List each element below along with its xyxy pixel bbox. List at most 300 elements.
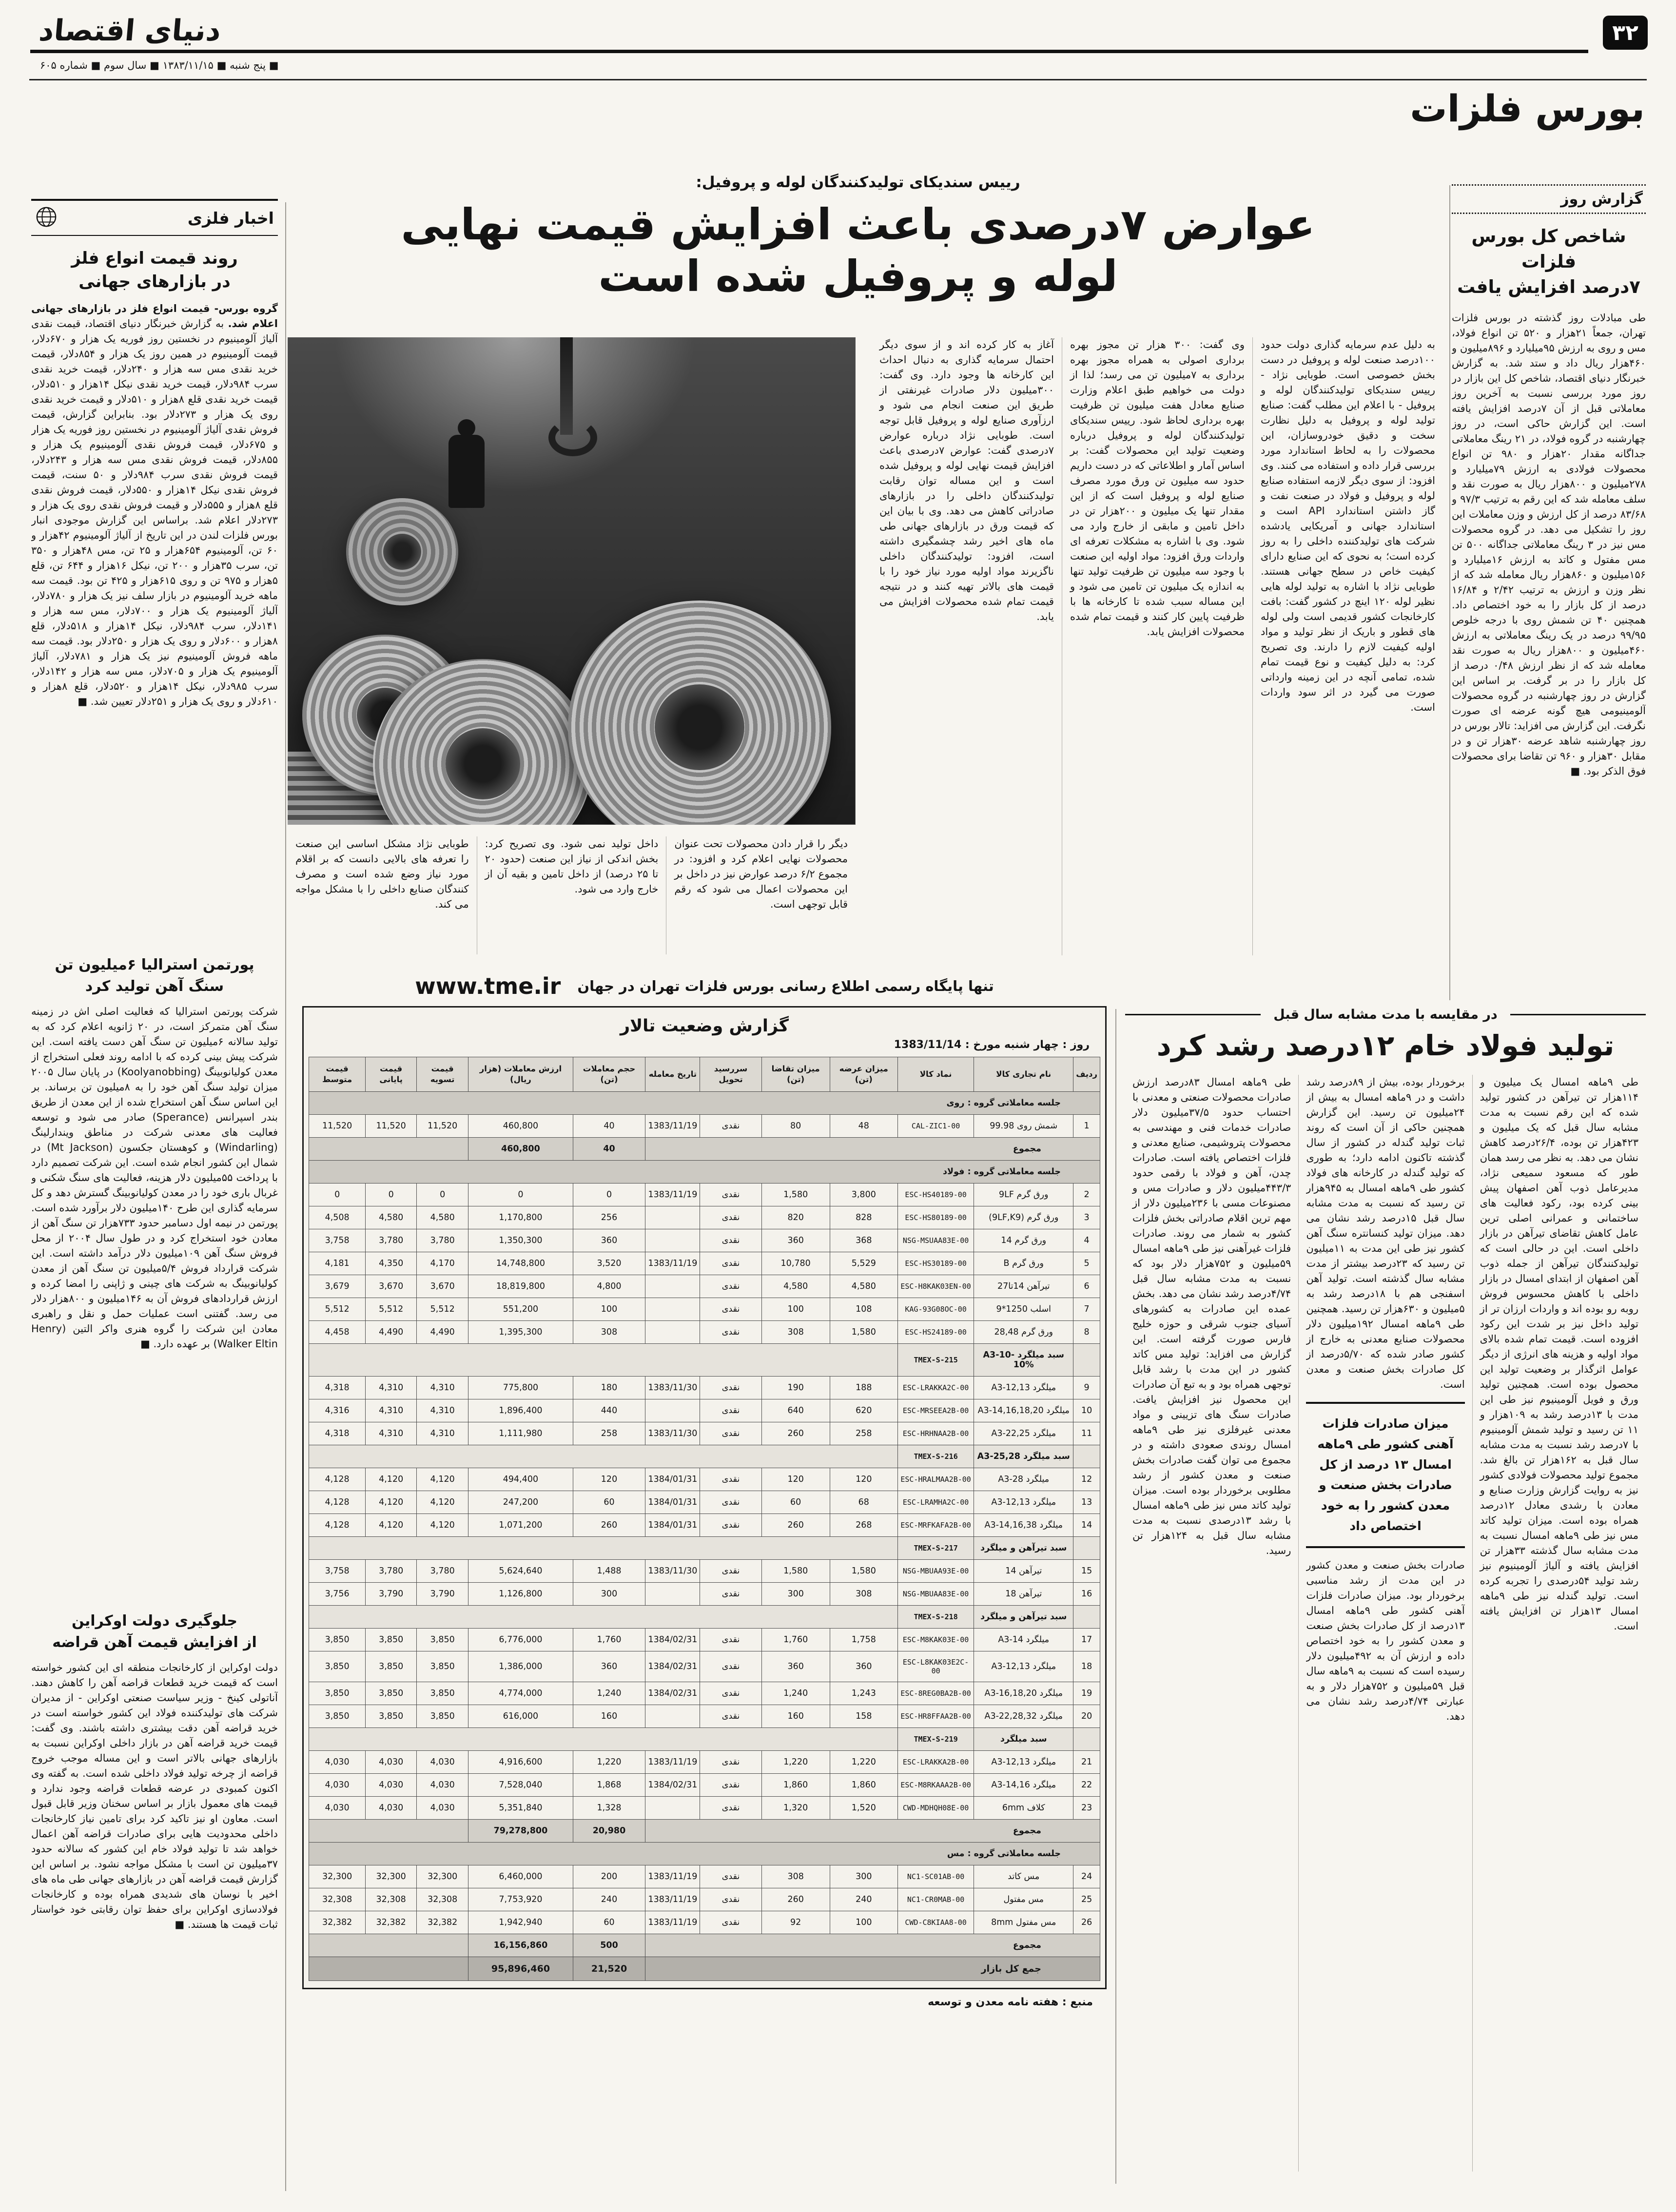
dateline: ■ پنج شنبه ■ ۱۳۸۳/۱۱/۱۵ ■ سال سوم ■ شماره ۶۰۵ — [40, 59, 279, 71]
table-cell: 1384/02/31 — [645, 1629, 700, 1651]
table-cell: 616,000 — [468, 1705, 573, 1728]
table-cell: نقدی — [700, 1298, 761, 1321]
table-cell: 108 — [830, 1298, 897, 1321]
table-cell: 11,520 — [366, 1115, 417, 1138]
market-table-source: منبع : هفته نامه معدن و توسعه — [928, 1996, 1093, 2008]
table-cell: 460,800 — [468, 1138, 573, 1161]
table-cell: 1,126,800 — [468, 1583, 573, 1606]
table-cell: نقدی — [700, 1797, 761, 1820]
table-cell: نقدی — [700, 1399, 761, 1422]
table-cell: 360 — [573, 1651, 645, 1682]
table-cell: 4,128 — [309, 1491, 366, 1514]
table-header-cell: قیمت متوسط — [309, 1057, 366, 1092]
table-row — [309, 1651, 1100, 1682]
table-cell: 4,310 — [366, 1399, 417, 1422]
column-divider — [285, 202, 286, 2191]
table-cell: 3,780 — [417, 1229, 468, 1252]
commodity-name: مس مفتول 8mm — [974, 1911, 1073, 1934]
steel-coil — [346, 498, 458, 605]
table-cell — [309, 1537, 898, 1560]
table-cell: 4,030 — [309, 1797, 366, 1820]
table-cell: 1383/11/30 — [645, 1422, 700, 1445]
steel-column-2-bottom: صادرات بخش صنعت و معدن کشور در این مدت از رشد مناسبی برخوردار بود. میزان صادرات فلزات آهنی کشور طی ۹ماهه امسال ۱۳درصد از کل صادرات بخش صنعت و معدن کشور را به خود اختصاص داده و ارزش آن به ۴۹۲میلیون دلار رسیده است که نسبت به ۹ماهه سال قبل ۵۹میلیون و ۷۵۲هزار دلار و به عبارتی ۴/۷۴درصد رشد نشان می دهد. — [1306, 1559, 1465, 1722]
market-table-section — [302, 973, 1107, 2008]
table-cell: 308 — [830, 1583, 897, 1606]
basket-code: TMEX-S-218 — [897, 1606, 974, 1629]
table-cell: 1383/11/19 — [645, 1184, 700, 1206]
table-row — [309, 1560, 1100, 1583]
table-cell: 180 — [573, 1377, 645, 1399]
table-cell: 1384/01/31 — [645, 1491, 700, 1514]
table-cell — [645, 1583, 700, 1606]
table-cell: 4,310 — [417, 1422, 468, 1445]
table-cell: 4,580 — [417, 1206, 468, 1229]
table-cell: 1,868 — [573, 1774, 645, 1797]
metal-news-title-line1: روند قیمت انواع فلز — [71, 249, 238, 268]
top-rule — [30, 50, 1588, 53]
basket-name: سبد میلگرد A3-25,28 — [974, 1445, 1073, 1468]
table-header-cell: تاریخ معامله — [645, 1057, 700, 1092]
steel-production-article — [1125, 1007, 1646, 2172]
table-cell: 1,488 — [573, 1560, 645, 1583]
commodity-name: مس کاتد — [974, 1865, 1073, 1888]
table-cell: 160 — [573, 1705, 645, 1728]
table-cell: 4,310 — [366, 1422, 417, 1445]
table-cell: 4,580 — [830, 1275, 897, 1298]
table-header-cell: میزان عرضه (تن) — [830, 1057, 897, 1092]
table-cell: 1383/11/19 — [645, 1911, 700, 1934]
metal-news-body-3: دولت اوکراین از کارخانجات منطقه ای این کشور خواسته است که قیمت خرید قطعات قراضه آهن را کاهش دهند. آناتولی کینخ - وزیر سیاست صنعتی اوکراین - از مدیران شرکت های تولیدکننده فولاد این کشور خواسته است در خرید قراضه آهن دقت بیشتری داشته باشند. وی گفت: قیمت خرید قراضه آهن در بازار داخلی اوکراین نسبت به بازارهای جهانی بالاتر است و این مساله موجب خروج قراضه از چرخه تولید فولاد داخلی شده است. به گفته وی اکنون کمبودی در عرضه قطعات قراضه وجود ندارد و قیمت های معمول بازار بر اساس سخنان وزیر قابل قبول است. معاون او نیز تاکید کرد برای تامین نیاز کارخانجات داخلی محدودیت هایی برای صادرات قراضه آهن اعمال خواهد شد تا تولید فولاد خام این کشور که سالانه حدود ۳۷میلیون تن است با مشکل مواجه نشود. بر اساس این گزارش قیمت قراضه آهن در بازارهای جهانی طی ماه های اخیر با نوسان های شدیدی همراه بوده و کارخانجات فولادسازی اوکراین برای حفظ توان رقابتی خود خواستار ثبات قیمت ها هستند. ■ — [31, 1662, 278, 1930]
lead-column-3: آغاز به کار کرده اند و از سوی دیگر احتمال سرمایه گذاری به دنبال احداث این کارخانه ها وجود دارد. وی گفت: ۳۰۰میلیون دلار صادرات غیرنفتی از طریق این صنعت انجام می شود و ارزآوری صنایع لوله و پروفیل قابل توجه است. طوبایی نژاد درباره عوارض ۷درصدی گفت: عوارض ۷درصدی باعث افزایش قیمت نهایی لوله و پروفیل شده است و این مساله توان رقابت تولیدکنندگان داخلی را در بازارهای صادراتی کاهش می دهد. وی با بیان این که قیمت ورق در بازارهای جهانی طی ماه های اخیر رشد چشمگیری داشته است، افزود: تولیدکنندگان داخلی ناگزیرند مواد اولیه مورد نیاز خود را با قیمت های بالاتر تهیه کنند و در نتیجه قیمت تمام شده محصولات افزایش می یابد. — [879, 339, 1054, 622]
table-row — [309, 1377, 1100, 1399]
commodity-name: ورق گرم (9LF,K9) — [974, 1206, 1073, 1229]
table-cell — [309, 1728, 898, 1751]
row-number: 23 — [1073, 1797, 1100, 1820]
table-cell: 21,520 — [573, 1957, 645, 1981]
photo-skylight — [333, 337, 697, 493]
table-cell — [645, 1797, 700, 1820]
table-cell: 4,030 — [309, 1751, 366, 1774]
commodity-name: میلگرد A3-12,13 — [974, 1491, 1073, 1514]
table-cell: 3,679 — [309, 1275, 366, 1298]
worker-silhouette — [448, 435, 485, 508]
row-number: 7 — [1073, 1298, 1100, 1321]
table-cell: 3,850 — [309, 1629, 366, 1651]
table-cell: 1,580 — [761, 1184, 830, 1206]
table-cell: 3,850 — [417, 1651, 468, 1682]
lead-column-1: به دلیل عدم سرمایه گذاری دولت حدود ۱۰۰درصد صنعت لوله و پروفیل در دست بخش خصوصی است. طوبایی نژاد - رییس سندیکای تولیدکنندگان لوله و پروفیل - با اعلام این مطلب گفت: صنایع تولید لوله و پروفیل به دلیل نظارت سخت و دقیق خودروسازان، این محصولات را به لحاظ استاندارد مورد بررسی قرار داده و استفاده می کنند. وی افزود: از سوی دیگر لازمه استفاده صنایع لوله و پروفیل و فولاد در صنعت نفت و گاز داشتن استاندارد API است و استاندارد جهانی و آمریکایی یادشده شرکت های تولیدکننده داخلی را به روز کرده است؛ به نحوی که این صنایع دارای کیفیت خاص در سطح جهانی هستند. طوبایی نژاد با اشاره به تولید لوله هایی نظیر لوله ۱۲۰ اینچ در کشور گفت: بافت کارخانجات کشور قدیمی است ولی لوله های قطور و باریک از نظر تولید و مواد اولیه کیفیت لازم را دارند. وی تصریح کرد: به دلیل کیفیت و نوع قیمت تمام شده، تمامی آنچه در این زمینه وارداتی صورت می گیرد در اثر سود واردات است. — [1252, 337, 1443, 955]
table-cell: 308 — [573, 1321, 645, 1344]
commodity-symbol: CAL-ZIC1-00 — [897, 1115, 974, 1138]
table-cell: 3,850 — [417, 1705, 468, 1728]
table-cell: 158 — [830, 1705, 897, 1728]
table-cell — [309, 1138, 468, 1161]
table-cell: 4,181 — [309, 1252, 366, 1275]
table-cell: 368 — [830, 1229, 897, 1252]
table-cell: 32,308 — [309, 1888, 366, 1911]
table-cell: 260 — [761, 1514, 830, 1537]
row-number: 22 — [1073, 1774, 1100, 1797]
commodity-name: میلگرد A3-14 — [974, 1629, 1073, 1651]
lead-headline-line2: لوله و پروفیل شده است — [598, 251, 1118, 301]
table-cell: 1384/02/31 — [645, 1682, 700, 1705]
steel-column-2 — [1298, 1075, 1472, 2172]
table-cell: 494,400 — [468, 1468, 573, 1491]
table-cell: 308 — [761, 1865, 830, 1888]
table-cell: 620 — [830, 1399, 897, 1422]
table-cell: 1,220 — [830, 1751, 897, 1774]
table-row — [309, 1252, 1100, 1275]
commodity-symbol: CWD-C8KIAA8-00 — [897, 1911, 974, 1934]
commodity-name: مس مفتول — [974, 1888, 1073, 1911]
table-cell: نقدی — [700, 1560, 761, 1583]
table-cell: 32,382 — [309, 1911, 366, 1934]
commodity-symbol: ESC-MRFKAFA2B-00 — [897, 1514, 974, 1537]
table-cell — [645, 1298, 700, 1321]
table-cell — [645, 1229, 700, 1252]
table-cell: 1384/02/31 — [645, 1651, 700, 1682]
table-cell: نقدی — [700, 1468, 761, 1491]
table-row — [309, 1422, 1100, 1445]
table-cell: 18,819,800 — [468, 1275, 573, 1298]
table-cell: 1,942,940 — [468, 1911, 573, 1934]
table-cell: 4,774,000 — [468, 1682, 573, 1705]
group-header: جلسه معاملاتی گروه : مس — [309, 1843, 1100, 1865]
basket-code: TMEX-S-216 — [897, 1445, 974, 1468]
table-cell: نقدی — [700, 1377, 761, 1399]
table-cell: 3,800 — [830, 1184, 897, 1206]
table-cell: 3,850 — [417, 1682, 468, 1705]
table-cell: 60 — [761, 1491, 830, 1514]
market-table — [309, 1057, 1100, 1981]
table-cell: 4,508 — [309, 1206, 366, 1229]
table-row — [309, 1751, 1100, 1774]
table-cell: 3,780 — [417, 1560, 468, 1583]
table-cell: 4,120 — [366, 1514, 417, 1537]
table-cell: 308 — [761, 1321, 830, 1344]
commodity-name: تیرآهن 14تا27 — [974, 1275, 1073, 1298]
table-cell: 4,916,600 — [468, 1751, 573, 1774]
table-cell: 1,386,000 — [468, 1651, 573, 1682]
table-cell: 4,030 — [366, 1774, 417, 1797]
market-table-title: گزارش وضعیت تالار — [620, 1016, 789, 1036]
steel-coil — [568, 601, 831, 825]
table-cell: 3,780 — [366, 1560, 417, 1583]
table-cell: 120 — [761, 1468, 830, 1491]
table-row — [309, 1514, 1100, 1537]
table-cell: 1383/11/19 — [645, 1751, 700, 1774]
table-cell: 40 — [573, 1138, 645, 1161]
table-cell — [309, 1957, 468, 1981]
table-cell: 240 — [573, 1888, 645, 1911]
table-cell: 640 — [761, 1399, 830, 1422]
metal-news-lead: گروه بورس- قیمت انواع فلز در بازارهای جهانی اعلام شد. — [31, 303, 278, 330]
market-table-frame — [302, 1006, 1107, 1989]
table-cell: 1,071,200 — [468, 1514, 573, 1537]
table-cell: 260 — [761, 1888, 830, 1911]
table-cell: 1,580 — [761, 1560, 830, 1583]
commodity-symbol: KAG-93G08OC-00 — [897, 1298, 974, 1321]
table-cell: 40 — [573, 1115, 645, 1138]
row-number: 8 — [1073, 1321, 1100, 1344]
commodity-name: ورق گرم 9LF — [974, 1184, 1073, 1206]
table-row — [309, 1797, 1100, 1820]
commodity-symbol: ESC-HS80189-00 — [897, 1206, 974, 1229]
table-cell: 3,850 — [366, 1629, 417, 1651]
table-header-cell: حجم معاملات (تن) — [573, 1057, 645, 1092]
row-number: 6 — [1073, 1275, 1100, 1298]
table-cell — [309, 1606, 898, 1629]
table-row — [309, 1682, 1100, 1705]
table-cell: 10,780 — [761, 1252, 830, 1275]
row-number: 11 — [1073, 1422, 1100, 1445]
table-cell: 0 — [573, 1184, 645, 1206]
day-report-title-line1: شاخص کل بورس فلزات — [1471, 226, 1626, 272]
lead-bottom-column-3: طوبایی نژاد مشکل اساسی این صنعت را تعرفه های بالایی دانست که بر اقلام مورد نیاز وضع شده است و مصرف کنندگان صنایع داخلی را با مشکل مواجه می کند. — [295, 838, 469, 910]
table-cell: 4,350 — [366, 1252, 417, 1275]
table-cell: 0 — [309, 1184, 366, 1206]
table-cell: 1,220 — [573, 1751, 645, 1774]
table-cell: 3,850 — [366, 1705, 417, 1728]
table-cell: 4,030 — [417, 1751, 468, 1774]
table-cell: نقدی — [700, 1911, 761, 1934]
commodity-symbol: ESC-HR8FFAA2B-00 — [897, 1705, 974, 1728]
table-cell: 4,316 — [309, 1399, 366, 1422]
table-cell: 1,350,300 — [468, 1229, 573, 1252]
metal-news-header — [31, 199, 278, 236]
commodity-name: تیرآهن 14 — [974, 1560, 1073, 1583]
tme-tagline-row — [302, 973, 1107, 999]
commodity-symbol: NSG-MSUAA83E-00 — [897, 1229, 974, 1252]
commodity-name: میلگرد A3-14,16,18,20 — [974, 1399, 1073, 1422]
table-row — [309, 1344, 1100, 1377]
table-cell: 79,278,800 — [468, 1820, 573, 1843]
table-cell: 247,200 — [468, 1491, 573, 1514]
table-row — [309, 1138, 1100, 1161]
group-header: جلسه معاملاتی گروه : فولاد — [309, 1161, 1100, 1184]
table-header-cell: قیمت تسویه — [417, 1057, 468, 1092]
table-cell: 1,240 — [761, 1682, 830, 1705]
table-cell — [645, 1399, 700, 1422]
table-cell: 1384/01/31 — [645, 1514, 700, 1537]
lead-bottom-column-1: دیگر را قرار دادن محصولات تحت عنوان محصولات نهایی اعلام کرد و افزود: در مجموع ۶/۲ درصد عوارض نیز در داخل بر این محصولات اعمال می شود که رقم قابل توجهی است. — [666, 836, 856, 954]
commodity-symbol: CWD-MDHQH08E-00 — [897, 1797, 974, 1820]
table-row — [309, 1537, 1100, 1560]
table-cell: 500 — [573, 1934, 645, 1957]
day-report-body: طی مبادلات روز گذشته در بورس فلزات تهران، جمعاً ۲۱هزار و ۵۲۰ تن انواع فولاد، مس و روی به ارزش ۹۵میلیارد و ۸۹۶میلیون و ۴۶۰هزار ریال داد و ستد شد. به گزارش خبرنگار دنیای اقتصاد، شاخص کل این بازار در روز مورد بررسی نسبت به آخرین روز معاملاتی قبل از آن ۷درصد افزایش یافته است. این گزارش حاکی است، در روز چهارشنبه در گروه فولاد، در ۲۱ رینگ معاملاتی جداگانه مقدار ۲۰هزار و ۹۸۰ تن انواع محصولات فولادی به ارزش ۷۹میلیارد و ۲۷۸میلیون و ۸۰۰هزار ریال به صورت نقد و سلف معامله شد که این رقم به ترتیب ۹۷/۳ و ۸۳/۶۸ درصد از کل ارزش و وزن معاملات این روز را تشکیل می دهد. در گروه محصولات مس نیز در ۳ رینگ معاملاتی جداگانه ۵۰۰ تن مس مفتول و کاتد به ارزش ۱۶میلیارد و ۱۵۶میلیون و ۸۶۰هزار ریال معامله شد که از نظر وزن و ارزش به ترتیب ۲/۴۲ و ۱۶/۸۴ درصد از کل بازار را به خود اختصاص داد. همچنین ۴۰ تن شمش روی با درجه خلوص ۹۹/۹۵ درصد در یک رینگ معاملاتی به ارزش ۴۶۰میلیون و ۸۰۰هزار ریال به صورت نقد معامله شد که از نظر ارزش ۰/۴۸ درصد از کل بازار را در بر گرفت. بر اساس این گزارش در روز چهارشنبه در گروه محصولات آلومینیومی هیچ گونه عرضه ای صورت نگرفت. این گزارش می افزاید: تالار بورس در روز چهارشنبه شاهد عرضه ۳۰هزار تن و در مقابل ۳۰هزار و ۹۶۰ تن تقاضا برای محصولات فوق الذکر بود. ■ — [1452, 312, 1646, 777]
total-label: مجموع — [645, 1820, 1100, 1843]
table-cell: 92 — [761, 1911, 830, 1934]
table-cell: 3,758 — [309, 1229, 366, 1252]
table-cell: 1,111,980 — [468, 1422, 573, 1445]
table-cell: 3,850 — [309, 1651, 366, 1682]
row-number: 4 — [1073, 1229, 1100, 1252]
table-header-cell: نماد کالا — [897, 1057, 974, 1092]
tme-url: www.tme.ir — [415, 973, 561, 999]
lead-bottom-column-2: داخل تولید نمی شود. وی تصریح کرد: بخش اندکی از نیاز این صنعت (حدود ۲۰ تا ۲۵ درصد) از داخل تامین و بقیه آن از خارج وارد می شود. — [477, 836, 666, 954]
commodity-symbol: NSG-MBUAA93E-00 — [897, 1560, 974, 1583]
table-cell: 100 — [830, 1911, 897, 1934]
table-cell: 5,624,640 — [468, 1560, 573, 1583]
metal-news-section — [31, 199, 278, 2195]
commodity-name: کلاف 6mm — [974, 1797, 1073, 1820]
commodity-symbol: ESC-8REG0BA2B-00 — [897, 1682, 974, 1705]
table-row — [309, 1888, 1100, 1911]
article-photo-steel-coils — [288, 337, 856, 825]
table-cell: 60 — [573, 1911, 645, 1934]
lead-kicker: رییس سندیکای تولیدکنندگان لوله و پروفیل: — [696, 174, 1020, 191]
table-cell: 460,800 — [468, 1115, 573, 1138]
table-cell: 32,300 — [366, 1865, 417, 1888]
row-number: 10 — [1073, 1399, 1100, 1422]
row-number: 16 — [1073, 1583, 1100, 1606]
table-cell: 1,240 — [573, 1682, 645, 1705]
table-cell: نقدی — [700, 1705, 761, 1728]
page-number: ۳۲ — [1603, 16, 1648, 50]
basket-code: TMEX-S-215 — [897, 1344, 974, 1377]
day-report-title — [1452, 224, 1646, 300]
table-cell: 4,030 — [366, 1751, 417, 1774]
row-number: 12 — [1073, 1468, 1100, 1491]
table-row — [309, 1468, 1100, 1491]
row-number: 18 — [1073, 1651, 1100, 1682]
table-row — [309, 1957, 1100, 1981]
table-cell: 3,850 — [366, 1682, 417, 1705]
table-cell: 360 — [573, 1229, 645, 1252]
table-cell: 0 — [366, 1184, 417, 1206]
commodity-name: ورق گرم 28,48 — [974, 1321, 1073, 1344]
commodity-symbol: ESC-LRAKKA2C-00 — [897, 1377, 974, 1399]
commodity-name: میلگرد A3-14,16,38 — [974, 1514, 1073, 1537]
table-cell — [1073, 1344, 1100, 1377]
table-cell: 11,520 — [417, 1115, 468, 1138]
table-cell: نقدی — [700, 1774, 761, 1797]
row-number: 26 — [1073, 1911, 1100, 1934]
table-header-cell: نام تجاری کالا — [974, 1057, 1073, 1092]
table-cell: 820 — [761, 1206, 830, 1229]
lead-headline — [273, 199, 1443, 302]
commodity-symbol: NC1-SC01AB-00 — [897, 1865, 974, 1888]
table-cell: 32,308 — [366, 1888, 417, 1911]
table-cell: نقدی — [700, 1514, 761, 1537]
table-cell: 4,030 — [309, 1774, 366, 1797]
table-cell: 4,120 — [417, 1468, 468, 1491]
table-cell: 300 — [830, 1865, 897, 1888]
steel-article-columns — [1125, 1075, 1646, 2172]
table-cell: نقدی — [700, 1682, 761, 1705]
table-cell: 3,758 — [309, 1560, 366, 1583]
table-row — [309, 1774, 1100, 1797]
table-header-cell: ردیف — [1073, 1057, 1100, 1092]
metal-news-title — [31, 247, 278, 293]
commodity-symbol: NC1-CR0MAB-00 — [897, 1888, 974, 1911]
table-cell: نقدی — [700, 1629, 761, 1651]
table-cell: 68 — [830, 1491, 897, 1514]
table-cell: 4,120 — [417, 1514, 468, 1537]
table-row — [309, 1491, 1100, 1514]
tme-tagline: تنها پایگاه رسمی اطلاع رسانی بورس فلزات تهران در جهان — [577, 978, 994, 994]
table-cell: 3,790 — [417, 1583, 468, 1606]
table-header-cell: قیمت پایانی — [366, 1057, 417, 1092]
table-row — [309, 1865, 1100, 1888]
table-cell: 60 — [573, 1491, 645, 1514]
table-cell: 0 — [417, 1184, 468, 1206]
table-cell: 258 — [830, 1422, 897, 1445]
table-cell: 4,458 — [309, 1321, 366, 1344]
steel-article-headline: تولید فولاد خام ۱۲درصد رشد کرد — [1156, 1029, 1615, 1062]
table-row — [309, 1820, 1100, 1843]
table-row — [309, 1583, 1100, 1606]
day-report-header: گزارش روز — [1452, 184, 1646, 214]
lead-article-columns — [872, 337, 1443, 955]
row-number: 2 — [1073, 1184, 1100, 1206]
table-cell: نقدی — [700, 1651, 761, 1682]
table-cell: نقدی — [700, 1321, 761, 1344]
metal-news-header-label: اخبار فلزی — [187, 208, 274, 228]
commodity-name: میلگرد A3-28 — [974, 1468, 1073, 1491]
row-number: 24 — [1073, 1865, 1100, 1888]
table-cell: 5,512 — [417, 1298, 468, 1321]
row-number: 14 — [1073, 1514, 1100, 1537]
table-cell: 4,030 — [417, 1797, 468, 1820]
commodity-name: اسلب 1250*9 — [974, 1298, 1073, 1321]
table-cell: 4,580 — [761, 1275, 830, 1298]
table-row — [309, 1843, 1100, 1865]
commodity-symbol: ESC-HS40189-00 — [897, 1184, 974, 1206]
table-cell: 120 — [830, 1468, 897, 1491]
table-cell: 32,382 — [417, 1911, 468, 1934]
lead-headline-line1: عوارض ۷درصدی باعث افزایش قیمت نهایی — [401, 199, 1315, 250]
table-row — [309, 1161, 1100, 1184]
table-cell: 32,300 — [309, 1865, 366, 1888]
commodity-name: میلگرد A3-22,25 — [974, 1422, 1073, 1445]
row-number: 21 — [1073, 1751, 1100, 1774]
table-cell: 48 — [830, 1115, 897, 1138]
commodity-symbol: ESC-L8KAK03E2C-00 — [897, 1651, 974, 1682]
metal-news-subhead-2-line1: جلوگیری دولت اوکراین — [71, 1612, 238, 1630]
table-cell: نقدی — [700, 1184, 761, 1206]
table-cell: 1,896,400 — [468, 1399, 573, 1422]
table-row — [309, 1728, 1100, 1751]
crane-hook-icon — [560, 337, 573, 435]
table-cell: 5,351,840 — [468, 1797, 573, 1820]
table-row — [309, 1298, 1100, 1321]
basket-name: سبد تیرآهن و میلگرد — [974, 1606, 1073, 1629]
table-cell: 16,156,860 — [468, 1934, 573, 1957]
table-cell: 4,800 — [573, 1275, 645, 1298]
table-cell: 1383/11/19 — [645, 1115, 700, 1138]
table-cell: 100 — [761, 1298, 830, 1321]
lead-column-2: وی گفت: ۳۰۰ هزار تن مجوز بهره برداری اصولی به همراه مجوز بهره برداری به ۷میلیون تن می رسد؛ لذا از دولت می خواهیم طبق اعلام وزارت صنایع معادل هفت میلیون تن ظرفیت بهره برداری لحاظ شود. رییس سندیکای تولیدکنندگان لوله و پروفیل درباره وضعیت تولید این محصولات گفت: بر اساس آمار و اطلاعاتی که در دست داریم حدود سه میلیون تن ورق مورد مصرف صنایع لوله و پروفیل است که از این مقدار تنها یک میلیون و ۲۰۰هزار تن در داخل تامین و مابقی از خارج وارد می شود. وی با اشاره به مشکلات تعرفه ای واردات ورق افزود: مواد اولیه این صنعت با وجود سه میلیون تن ظرفیت تولید تنها به اندازه یک میلیون تن تامین می شود و این مساله سبب شده تا کارخانه ها با ظرفیت پایین کار کنند و قیمت تمام شده محصولات افزایش یابد. — [1062, 337, 1252, 955]
total-label: مجموع — [645, 1138, 1100, 1161]
table-cell: 1,758 — [830, 1629, 897, 1651]
row-number: 19 — [1073, 1682, 1100, 1705]
table-cell — [645, 1206, 700, 1229]
market-table-body — [309, 1092, 1100, 1981]
metal-news-subhead-1-line1: پورتمن استرالیا ۶میلیون تن — [55, 956, 254, 973]
metal-news-subhead-2 — [31, 1610, 278, 1653]
steel-column-3: طی ۹ماهه امسال ۸۳درصد ارزش صادرات محصولات صنعتی و معدنی با احتساب حدود ۳۷/۵میلیون دلار صادرات خدمات فنی و مهندسی به محصولات پتروشیمی، صنایع معدنی و فلزات اختصاص یافته است. صادرات چدن، آهن و فولاد با رقمی حدود ۴۴۳/۳میلیون دلار و صادرات مس و مصنوعات مسی با ۲۳۶میلیون دلار از مهم ترین اقلام صادراتی بخش فلزات کشور به شمار می روند. صادرات فلزات غیرآهنی نیز طی ۹ماهه امسال ۵۹میلیون و ۷۵۲هزار دلار بود که نسبت به مدت مشابه سال قبل ۴/۷۴درصد رشد نشان می دهد. بخش عمده این صادرات به کشورهای آسیای جنوب شرقی و حوزه خلیج فارس صورت گرفته است. این گزارش می افزاید: تولید مس کاتد کشور در این مدت با رشد قابل توجهی همراه بود و به تبع آن صادرات این محصول نیز افزایش یافت. صادرات سنگ های تزیینی و مواد معدنی غیرفلزی نیز طی ۹ماهه امسال روندی صعودی داشته و در مجموع می توان گفت صادرات بخش صنعت و معدن کشور از رشد مطلوبی برخوردار بوده است. میزان تولید کاتد مس نیز طی ۹ماهه امسال با رشد ۱۳درصدی نسبت به مدت مشابه سال قبل به ۱۲۴هزار تن رسید. — [1132, 1076, 1291, 1556]
table-cell: 0 — [468, 1184, 573, 1206]
row-number: 25 — [1073, 1888, 1100, 1911]
table-cell: 3,756 — [309, 1583, 366, 1606]
row-number: 3 — [1073, 1206, 1100, 1229]
table-cell: 1383/11/30 — [645, 1377, 700, 1399]
table-cell: 4,030 — [417, 1774, 468, 1797]
table-cell: 1384/02/31 — [645, 1774, 700, 1797]
lead-article-bottom-columns — [288, 836, 856, 954]
table-header-cell: میزان تقاضا (تن) — [761, 1057, 830, 1092]
